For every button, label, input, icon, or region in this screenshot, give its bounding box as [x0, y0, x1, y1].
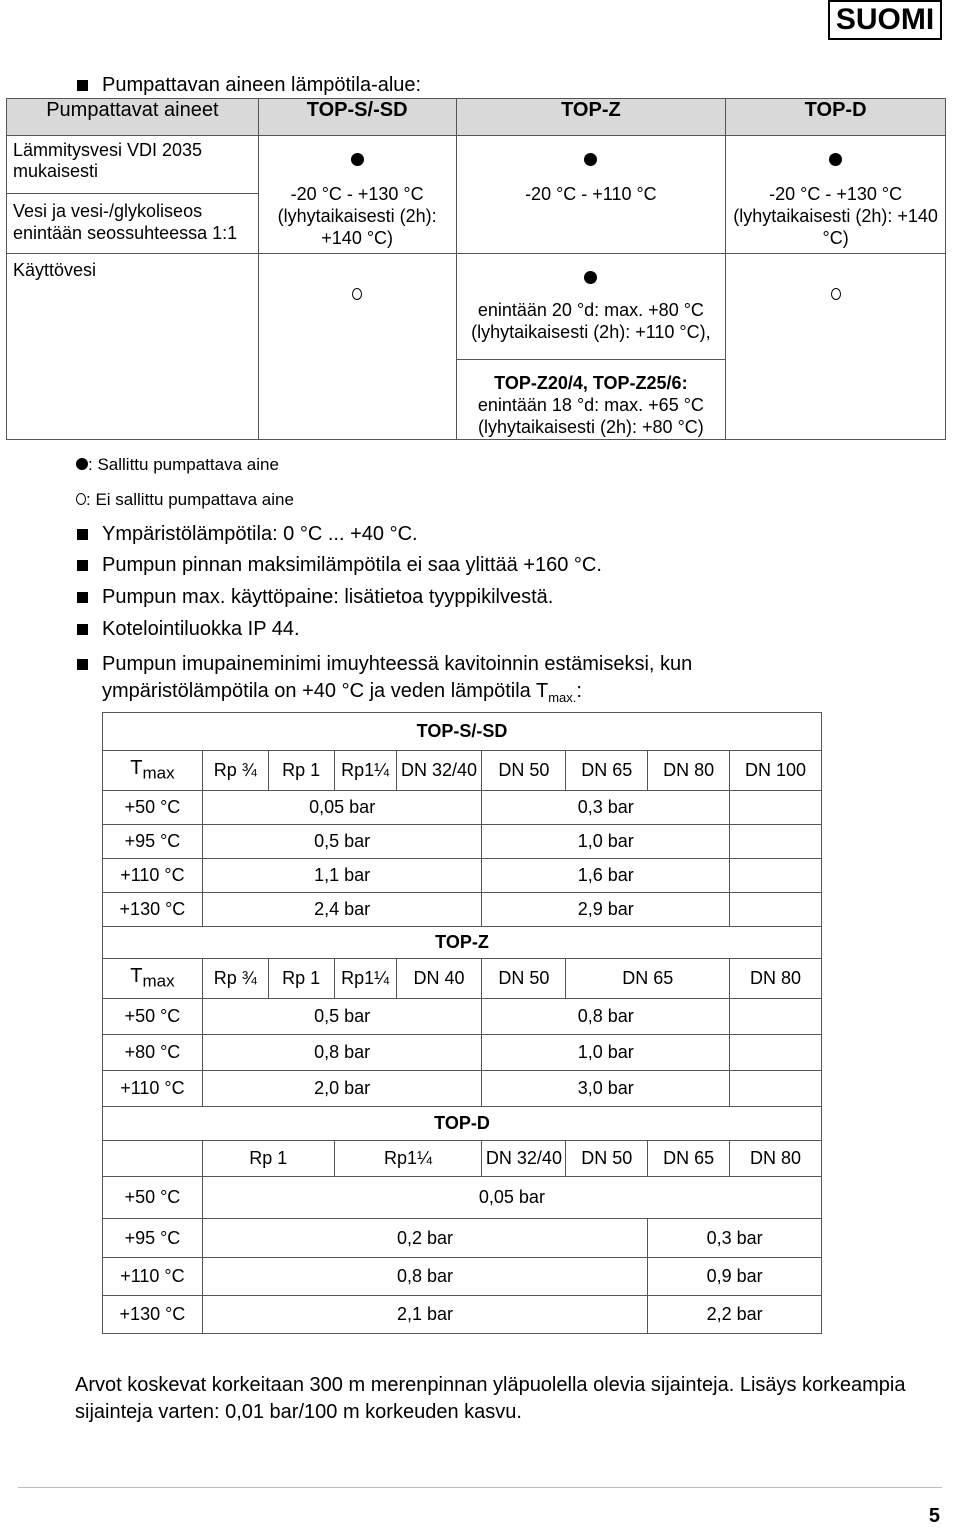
- topz-heating-cell: [456, 136, 726, 254]
- temp-cell: +80 °C: [103, 1035, 203, 1071]
- col-header: DN 80: [730, 959, 822, 999]
- col-header: DN 50: [566, 1141, 648, 1177]
- temp-cell: +95 °C: [103, 1219, 203, 1258]
- table-row: [103, 1035, 822, 1071]
- topz-domestic-text: enintään 20 °d: max. +80 °C (lyhytaikaisesti (2h): +110 °C),: [471, 300, 711, 342]
- tmax-header: $T_{max}$: [103, 959, 203, 999]
- bullet-square: [77, 529, 88, 540]
- pressure-value: 0,3 bar: [648, 1219, 822, 1258]
- col-header: DN 50: [482, 959, 566, 999]
- pressure-value: 0,9 bar: [648, 1258, 822, 1296]
- pressure-value: 2,2 bar: [648, 1296, 822, 1334]
- pressure-value: 0,5 bar: [202, 999, 482, 1035]
- temp-cell: +50 °C: [103, 1177, 203, 1219]
- allowed-dot-icon: [351, 153, 364, 166]
- label-water-glycol: Vesi ja vesi-/glykoliseos enintään seossuhteessa 1:1: [7, 194, 259, 254]
- topd-range: -20 °C - +130 °C (lyhytaikaisesti (2h): +140 °C): [733, 184, 938, 248]
- topz-range: -20 °C - +110 °C: [525, 184, 657, 204]
- pressure-value: 1,0 bar: [482, 825, 730, 859]
- bullet-ip: Kotelointiluokka IP 44.: [102, 618, 300, 640]
- bullet-square: [77, 659, 88, 670]
- col-header: DN 50: [482, 751, 566, 791]
- col-header: DN 65: [566, 959, 730, 999]
- label-domestic-water: Käyttövesi: [7, 254, 259, 440]
- bullet-suction: Pumpun imupaineminimi imuyhteessä kavitoinnin estämiseksi, kun: [102, 653, 693, 675]
- pressure-value: 1,0 bar: [482, 1035, 730, 1071]
- col-header: Rp ¾: [202, 751, 268, 791]
- col-header: Rp1¼: [334, 1141, 482, 1177]
- col-header: DN 80: [730, 1141, 822, 1177]
- col-header: Rp 1: [202, 1141, 334, 1177]
- col-header: DN 65: [566, 751, 648, 791]
- page-number: 5: [928, 1505, 940, 1527]
- bullet-surface: Pumpun pinnan maksimilämpötila ei saa ylittää +160 °C.: [102, 554, 602, 576]
- pressure-value: 2,1 bar: [202, 1296, 647, 1334]
- table-row: [103, 1219, 822, 1258]
- col-header: DN 80: [648, 751, 730, 791]
- pressure-value: 0,5 bar: [202, 825, 482, 859]
- temp-cell: +95 °C: [103, 825, 203, 859]
- col-header: Rp 1: [268, 751, 334, 791]
- topz-model-list: TOP-Z20/4, TOP-Z25/6:: [494, 373, 688, 393]
- temp-cell: +50 °C: [103, 791, 203, 825]
- tops-range: -20 °C - +130 °C (lyhytaikaisesti (2h): +140 °C): [277, 184, 437, 248]
- allowed-dot-icon: [584, 271, 597, 284]
- temp-cell: +110 °C: [103, 1258, 203, 1296]
- col-header: Rp1¼: [334, 751, 396, 791]
- not-allowed-ring-icon: [831, 288, 841, 300]
- tops-heating-cell: [258, 136, 456, 254]
- header-topz: TOP-Z: [456, 99, 726, 136]
- topz-domestic-text-2: enintään 18 °d: max. +65 °C (lyhytaikaisesti (2h): +80 °C): [477, 395, 704, 437]
- col-header: DN 100: [730, 751, 822, 791]
- topd-heating-cell: [726, 136, 946, 254]
- table-row: [103, 1177, 822, 1219]
- col-header: Rp 1: [268, 959, 334, 999]
- temp-cell: +130 °C: [103, 893, 203, 927]
- page-divider: [18, 1487, 942, 1488]
- label-heating-water: Lämmitysvesi VDI 2035 mukaisesti: [7, 136, 259, 194]
- legend-allowed: : Sallittu pumpattava aine: [76, 455, 279, 475]
- topd-domestic-cell: [726, 254, 946, 440]
- header-topd: TOP-D: [726, 99, 946, 136]
- bullet-ambient: Ympäristölämpötila: 0 °C ... +40 °C.: [102, 523, 418, 545]
- pressure-value: 0,8 bar: [202, 1258, 647, 1296]
- table-row: [103, 1258, 822, 1296]
- legend-not-allowed: : Ei sallittu pumpattava aine: [76, 490, 294, 510]
- header-fluids: Pumpattavat aineet: [7, 99, 259, 136]
- not-allowed-ring-icon: [352, 288, 362, 300]
- pressure-value: 0,8 bar: [202, 1035, 482, 1071]
- table-row: [103, 791, 822, 825]
- fluids-table: [6, 98, 946, 440]
- bullet-square: [77, 624, 88, 635]
- topd-title: TOP-D: [103, 1107, 822, 1141]
- table-row: [103, 999, 822, 1035]
- table-row: [103, 825, 822, 859]
- pressure-value: 1,6 bar: [482, 859, 730, 893]
- allowed-dot-icon: [829, 153, 842, 166]
- col-header: DN 65: [648, 1141, 730, 1177]
- pressure-value: 2,9 bar: [482, 893, 730, 927]
- temp-cell: +110 °C: [103, 859, 203, 893]
- bullet-pressure: Pumpun max. käyttöpaine: lisätietoa tyyppikilvestä.: [102, 586, 554, 608]
- header-tops: TOP-S/-SD: [258, 99, 456, 136]
- pressure-value: 3,0 bar: [482, 1071, 730, 1107]
- topz-title: TOP-Z: [103, 927, 822, 959]
- bullet-suction-line2: ympäristölämpötila on +40 °C ja veden lämpötila $T_{max.}$:: [102, 680, 582, 705]
- col-header: DN 32/40: [482, 1141, 566, 1177]
- bullet-square: [77, 80, 88, 91]
- language-badge: SUOMI: [828, 0, 942, 40]
- topz-domestic-cell-2: [456, 360, 726, 440]
- allowed-dot-icon: [584, 153, 597, 166]
- table-row: [103, 859, 822, 893]
- pressure-value: 2,0 bar: [202, 1071, 482, 1107]
- pressure-value: 2,4 bar: [202, 893, 482, 927]
- temp-cell: +130 °C: [103, 1296, 203, 1334]
- table-row: [103, 1296, 822, 1334]
- section-title: Pumpattavan aineen lämpötila-alue:: [102, 74, 422, 96]
- pressure-table: [102, 712, 822, 1334]
- col-header: DN 32/40: [396, 751, 482, 791]
- not-allowed-ring-icon: [76, 493, 86, 505]
- table-row: [103, 893, 822, 927]
- pressure-value: 0,8 bar: [482, 999, 730, 1035]
- bullet-square: [77, 560, 88, 571]
- tops-title: TOP-S/-SD: [103, 713, 822, 751]
- tops-domestic-cell: [258, 254, 456, 440]
- tmax-header: $T_{max}$: [103, 751, 203, 791]
- temp-cell: +110 °C: [103, 1071, 203, 1107]
- col-header: DN 40: [396, 959, 482, 999]
- bullet-square: [77, 592, 88, 603]
- pressure-value: 0,2 bar: [202, 1219, 647, 1258]
- pressure-value: 1,1 bar: [202, 859, 482, 893]
- pressure-value: 0,3 bar: [482, 791, 730, 825]
- table-row: [103, 1071, 822, 1107]
- footer-note: Arvot koskevat korkeitaan 300 m merenpinnan yläpuolella olevia sijainteja. Lisäys korkeampia sijainteja varten: 0,01 bar/100 m korkeuden kasvu.: [75, 1374, 906, 1423]
- temp-cell: +50 °C: [103, 999, 203, 1035]
- allowed-dot-icon: [76, 458, 88, 470]
- col-header: Rp1¼: [334, 959, 396, 999]
- col-header: Rp ¾: [202, 959, 268, 999]
- pressure-value: 0,05 bar: [202, 791, 482, 825]
- pressure-value: 0,05 bar: [202, 1177, 821, 1219]
- topz-domestic-cell-1: [456, 254, 726, 360]
